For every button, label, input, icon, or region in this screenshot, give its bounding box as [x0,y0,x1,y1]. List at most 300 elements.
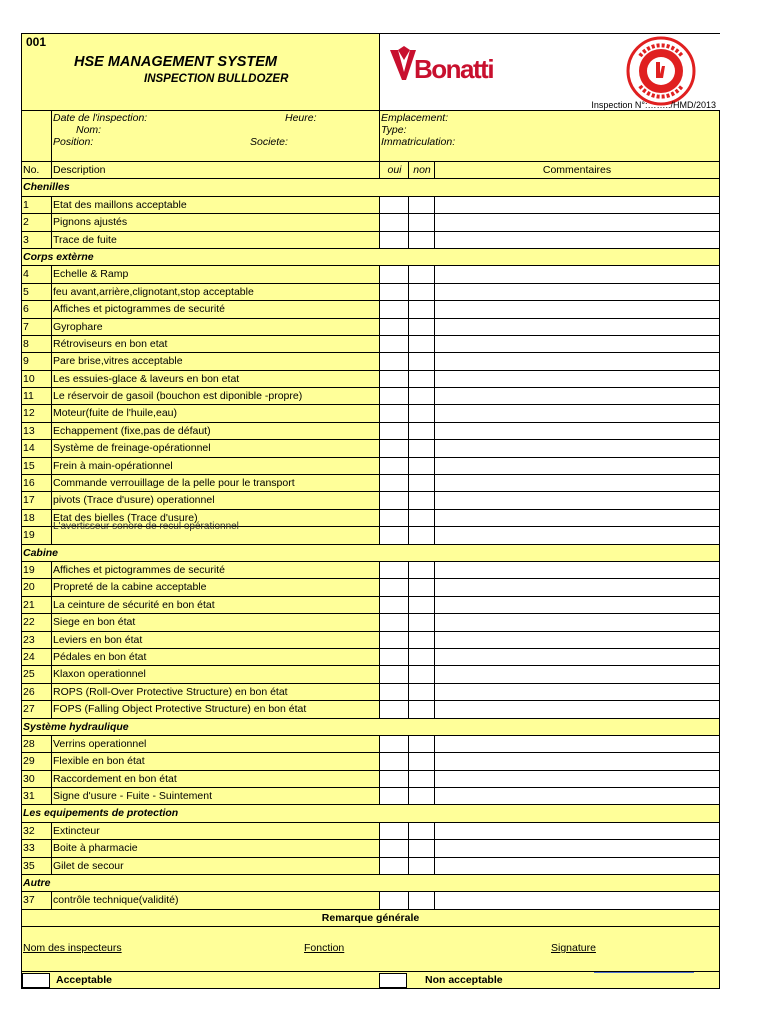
non-cell[interactable] [408,614,435,630]
non-cell[interactable] [408,597,435,613]
item-number: 25 [23,668,35,681]
fonction-label: Fonction [304,942,345,954]
non-cell[interactable] [408,771,435,787]
comment-cell[interactable] [434,353,719,369]
item-number: 35 [23,859,35,872]
col-divider [51,440,52,456]
acceptance-row [22,972,719,989]
item-description: Leviers en bon état [53,633,143,646]
comment-cell[interactable] [434,579,719,595]
item-description: Frein à main-opérationnel [53,459,173,472]
item-number: 15 [23,459,35,472]
col-divider [51,388,52,404]
checklist-row [22,319,719,336]
item-description: Klaxon operationnel [53,668,146,681]
col-divider [51,162,52,178]
oui-cell[interactable] [379,301,409,317]
non-cell[interactable] [408,892,435,908]
comment-cell[interactable] [434,284,719,300]
item-description: Echappement (fixe,pas de défaut) [53,424,211,437]
non-cell[interactable] [408,753,435,769]
oui-cell[interactable] [379,823,409,839]
non-cell[interactable] [408,632,435,648]
checklist-row [22,666,719,683]
section-header [22,719,719,736]
checklist-row [22,440,719,457]
item-description: Rétroviseurs en bon etat [53,337,168,350]
col-divider [51,701,52,717]
item-description: Système de freinage-opérationnel [53,442,211,455]
form-subtitle: INSPECTION BULLDOZER [144,73,289,85]
col-divider [51,562,52,578]
section-header [22,249,719,266]
checklist-row [22,736,719,753]
col-divider [51,510,52,526]
item-description: Echelle & Ramp [53,268,129,281]
checklist-row [22,336,719,353]
non-cell[interactable] [408,823,435,839]
oui-cell[interactable] [379,197,409,213]
comment-cell[interactable] [434,336,719,352]
col-divider [51,371,52,387]
col-divider [51,597,52,613]
col-description: Description [53,164,106,176]
checklist-row [22,458,719,475]
item-description: ROPS (Roll-Over Protective Structure) en bon état [53,685,288,698]
comment-cell[interactable] [434,197,719,213]
comment-cell[interactable] [434,823,719,839]
col-divider [51,475,52,491]
col-divider [51,823,52,839]
col-divider [51,301,52,317]
checklist-row [22,197,719,214]
non-cell[interactable] [408,649,435,665]
checklist-row [22,771,719,788]
item-description-overflow: L'avertisseur sonore de recul opérationnel [53,521,239,533]
item-description: Le réservoir de gasoil (bouchon est diponible -propre) [53,390,303,403]
col-non: non [408,162,435,178]
oui-cell[interactable] [379,405,409,421]
col-divider [51,788,52,804]
item-description: Gyrophare [53,320,103,333]
signature-footer [21,941,720,973]
col-no: No. [23,164,40,176]
col-divider [51,579,52,595]
comment-cell[interactable] [434,266,719,282]
bonatti-logo [386,40,496,84]
item-number: 19 [23,563,35,576]
non-cell[interactable] [408,266,435,282]
item-description: Propreté de la cabine acceptable [53,581,207,594]
comment-cell[interactable] [434,684,719,700]
logo-text: Bonatti [414,54,494,84]
section-title: Système hydraulique [23,720,129,733]
oui-cell[interactable] [379,684,409,700]
date-label[interactable]: Date de l'inspection: [53,112,148,124]
inspection-number: Inspection N°:……../HMD/2013 [591,100,716,110]
oui-cell[interactable] [379,527,409,543]
col-oui: oui [379,162,409,178]
inspectors-label: Nom des inspecteurs [23,942,122,954]
oui-cell[interactable] [379,475,409,491]
comment-cell[interactable] [434,840,719,856]
item-number: 18 [23,511,35,524]
non-cell[interactable] [408,284,435,300]
checklist-row [22,579,719,596]
non-cell[interactable] [408,214,435,230]
heure-label[interactable]: Heure: [285,112,317,124]
col-divider [51,492,52,508]
checklist-row [22,632,719,649]
non-cell[interactable] [408,736,435,752]
checklist-row [22,405,719,422]
checklist-row [22,597,719,614]
item-description: Verrins operationnel [53,737,147,750]
checklist-row [22,301,719,318]
item-description: Raccordement en bon état [53,772,177,785]
item-number: 7 [23,320,29,333]
checklist-row [22,423,719,440]
non-cell[interactable] [408,388,435,404]
item-number: 33 [23,842,35,855]
non-cell[interactable] [408,579,435,595]
section-header [22,875,719,892]
col-divider [51,284,52,300]
acceptable-checkbox[interactable] [22,973,50,988]
item-description: Flexible en bon état [53,755,145,768]
comment-cell[interactable] [434,214,719,230]
comment-cell[interactable] [434,614,719,630]
comment-cell[interactable] [434,319,719,335]
non-cell[interactable] [408,197,435,213]
item-number: 11 [23,390,34,403]
oui-cell[interactable] [379,353,409,369]
form-title: HSE MANAGEMENT SYSTEM [74,54,278,70]
item-number: 19 [23,529,35,542]
checklist-row [22,823,719,840]
item-description: Moteur(fuite de l'huile,eau) [53,407,177,420]
col-divider [51,840,52,856]
item-description: La ceinture de sécurité en bon état [53,598,215,611]
oui-cell[interactable] [379,423,409,439]
col-divider [51,423,52,439]
non-cell[interactable] [408,232,435,248]
col-divider [51,892,52,908]
section-title: Cabine [23,546,59,559]
oui-cell[interactable] [379,492,409,508]
item-number: 28 [23,737,35,750]
item-description: Signe d'usure - Fuite - Suintement [53,790,213,803]
non-cell[interactable] [408,319,435,335]
col-divider [51,214,52,230]
oui-cell[interactable] [379,771,409,787]
item-description: Extincteur [53,824,100,837]
comment-cell[interactable] [434,649,719,665]
oui-cell[interactable] [379,666,409,682]
item-description: Affiches et pictogrammes de securité [53,303,225,316]
comment-cell[interactable] [434,788,719,804]
info-divider [51,111,52,161]
col-divider [51,666,52,682]
col-divider [51,684,52,700]
oui-cell[interactable] [379,388,409,404]
checklist-row [22,614,719,631]
col-commentaires: Commentaires [434,162,719,178]
oui-cell[interactable] [379,753,409,769]
checklist-row [22,492,719,509]
section-header [22,545,719,562]
checklist-row [22,562,719,579]
item-number: 23 [23,633,35,646]
signature-line [594,972,694,973]
emplacement-label[interactable]: Emplacement: [381,112,449,124]
section-title: Les equipements de protection [23,807,179,820]
col-divider [51,632,52,648]
position-label[interactable]: Position: [53,136,94,148]
non-acceptable-label: Non acceptable [425,973,503,986]
col-divider [51,458,52,474]
comment-cell[interactable] [434,440,719,456]
checklist-row [22,475,719,492]
item-number: 10 [23,372,35,385]
checklist-row [22,788,719,805]
logo-area [379,34,720,110]
acceptable-label: Acceptable [56,973,113,986]
col-divider [51,232,52,248]
oui-cell[interactable] [379,614,409,630]
comment-cell[interactable] [434,475,719,491]
section-title: Autre [23,877,51,890]
comment-cell[interactable] [434,527,719,543]
oui-cell[interactable] [379,892,409,908]
comment-cell[interactable] [434,458,719,474]
non-cell[interactable] [408,788,435,804]
non-cell[interactable] [408,666,435,682]
oui-cell[interactable] [379,371,409,387]
item-number: 21 [23,598,35,611]
oui-cell[interactable] [379,232,409,248]
item-number: 14 [23,442,35,455]
inspection-info [22,111,719,162]
comment-cell[interactable] [434,666,719,682]
section-title: Corps extèrne [23,250,94,263]
item-description: contrôle technique(validité) [53,894,179,907]
item-number: 27 [23,703,35,716]
societe-label[interactable]: Societe: [250,136,288,148]
oui-cell[interactable] [379,858,409,874]
non-cell[interactable] [408,440,435,456]
non-cell[interactable] [408,858,435,874]
item-description: Les essuies-glace & laveurs en bon etat [53,372,240,385]
item-number: 13 [23,424,35,437]
item-description: Etat des bielles (Trace d'usure) [53,511,198,524]
col-divider [51,405,52,421]
comment-cell[interactable] [434,492,719,508]
item-description: Pignons ajustés [53,216,128,229]
oui-cell[interactable] [379,649,409,665]
checklist-row [22,214,719,231]
checklist-row [22,371,719,388]
col-divider [51,736,52,752]
non-cell[interactable] [408,423,435,439]
checklist-row [22,284,719,301]
non-cell[interactable] [408,510,435,526]
item-description: Siege en bon état [53,616,136,629]
item-number: 1 [23,198,29,211]
item-description: pivots (Trace d'usure) operationnel [53,494,215,507]
item-description: Commande verrouillage de la pelle pour le transport [53,477,295,490]
non-cell[interactable] [408,684,435,700]
oui-cell[interactable] [379,597,409,613]
item-number: 20 [23,581,35,594]
comment-cell[interactable] [434,388,719,404]
comment-cell[interactable] [434,736,719,752]
info-divider [379,111,380,161]
comment-cell[interactable] [434,597,719,613]
item-number: 37 [23,894,35,907]
item-number: 29 [23,755,35,768]
comment-cell[interactable] [434,301,719,317]
section-title: Chenilles [23,181,70,194]
item-number: 5 [23,285,29,298]
checklist-row [22,521,719,544]
item-description: feu avant,arrière,clignotant,stop acceptable [53,285,254,298]
item-description: Gilet de secour [53,859,124,872]
comment-cell[interactable] [434,892,719,908]
non-cell[interactable] [408,701,435,717]
non-cell[interactable] [408,527,435,543]
comment-cell[interactable] [434,632,719,648]
item-number: 16 [23,477,35,490]
type-label[interactable]: Type: [381,124,407,136]
item-number: 22 [23,616,35,629]
col-divider [51,266,52,282]
item-number: 9 [23,355,29,368]
item-number: 24 [23,650,35,663]
checklist-row [22,649,719,666]
non-cell[interactable] [408,475,435,491]
signature-label: Signature [551,942,596,954]
col-divider [51,614,52,630]
non-cell[interactable] [408,562,435,578]
checklist-row [22,684,719,701]
item-number: 6 [23,303,29,316]
col-divider [51,336,52,352]
col-divider [51,319,52,335]
comment-cell[interactable] [434,701,719,717]
oui-cell[interactable] [379,579,409,595]
item-description: FOPS (Falling Object Protective Structure) en bon état [53,703,307,716]
non-cell[interactable] [408,840,435,856]
item-number: 17 [23,494,35,507]
col-divider [51,197,52,213]
item-number: 8 [23,337,29,350]
comment-cell[interactable] [434,371,719,387]
comment-cell[interactable] [434,423,719,439]
non-acceptable-checkbox[interactable] [379,973,407,988]
item-number: 2 [23,216,29,229]
checklist-row [22,232,719,249]
oui-cell[interactable] [379,266,409,282]
checklist-row [22,266,719,283]
comment-cell[interactable] [434,405,719,421]
item-description: Etat des maillons acceptable [53,198,187,211]
non-cell[interactable] [408,336,435,352]
oui-cell[interactable] [379,701,409,717]
item-description: Trace de fuite [53,233,117,246]
item-number: 31 [23,790,35,803]
oui-cell[interactable] [379,736,409,752]
non-cell[interactable] [408,353,435,369]
oui-cell[interactable] [379,284,409,300]
checklist-row [22,353,719,370]
form-header [22,34,719,111]
oui-cell[interactable] [379,319,409,335]
item-number: 3 [23,233,29,246]
col-divider [51,527,52,543]
nom-label[interactable]: Nom: [76,124,102,136]
section-header [22,805,719,822]
comment-cell[interactable] [434,771,719,787]
col-divider [51,353,52,369]
comment-cell[interactable] [434,753,719,769]
comment-cell[interactable] [434,510,719,526]
oui-cell[interactable] [379,510,409,526]
oui-cell[interactable] [379,788,409,804]
remarks-title: Remarque générale [22,910,719,927]
col-divider [51,858,52,874]
oui-cell[interactable] [379,440,409,456]
column-header-row [22,162,719,179]
non-cell[interactable] [408,492,435,508]
form-code: 001 [26,35,47,49]
comment-cell[interactable] [434,562,719,578]
comment-cell[interactable] [434,232,719,248]
col-divider [51,649,52,665]
comment-cell[interactable] [434,858,719,874]
item-description: Affiches et pictogrammes de securité [53,563,225,576]
item-description: Boite à pharmacie [53,842,138,855]
non-cell[interactable] [408,371,435,387]
checklist-row [22,388,719,405]
item-number: 26 [23,685,35,698]
checklist-row [22,753,719,770]
oui-cell[interactable] [379,214,409,230]
checklist-row [22,892,719,909]
item-number: 12 [23,407,35,420]
col-divider [51,771,52,787]
oui-cell[interactable] [379,840,409,856]
item-description: Pédales en bon état [53,650,147,663]
item-number: 30 [23,772,35,785]
checklist-row [22,701,719,718]
checklist-row [22,840,719,857]
oui-cell[interactable] [379,562,409,578]
stop-no-incidents-badge-icon [626,36,696,106]
immatriculation-label[interactable]: Immatriculation: [381,136,456,148]
non-cell[interactable] [408,301,435,317]
item-description: Pare brise,vitres acceptable [53,355,183,368]
non-cell[interactable] [408,405,435,421]
oui-cell[interactable] [379,336,409,352]
section-header [22,179,719,196]
checklist-rows [22,179,719,909]
checklist-row [22,858,719,875]
oui-cell[interactable] [379,458,409,474]
oui-cell[interactable] [379,632,409,648]
col-divider [51,753,52,769]
non-cell[interactable] [408,458,435,474]
